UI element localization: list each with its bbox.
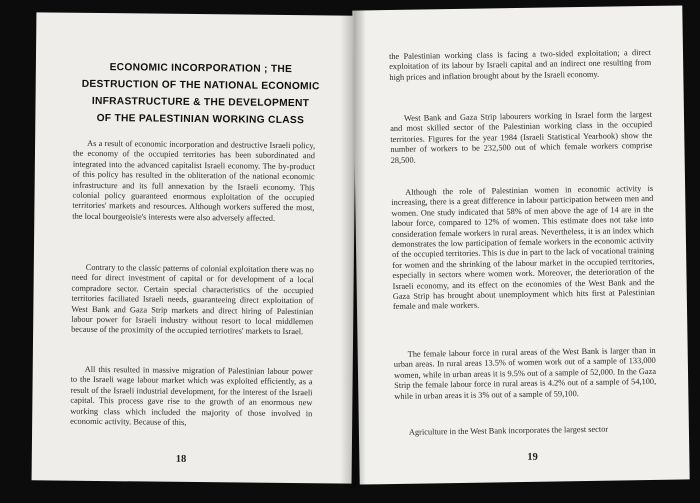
- book-spine-shadow: [340, 10, 366, 488]
- title-line: INFRASTRUCTURE & THE DEVELOPMENT: [91, 95, 310, 110]
- paragraph: the Palestinian working class is facing a two-sided exploitation; a direct exploitation of its labour by Israeli capital and an indirect one resulting from high prices and inflation brought about by the Israeli economy.: [388, 47, 652, 82]
- page-number: 19: [527, 451, 538, 463]
- title-line: ECONOMIC INCORPORATION ; THE: [109, 62, 293, 76]
- right-page: [352, 5, 689, 484]
- paragraph: All this resulted in massive migration of Palestinian labour power to the Israeli wage labour market which was exploited efficiently, as a result of the Israeli industrial development, for the interest of the Israeli capital. This process gave rise to the growth of an enormous new working class which included the majority of those involved in economic activity. Because of this,: [70, 364, 313, 427]
- paragraph: Although the role of Palestinian women in economic activity is increasing, there is a great difference in labour participation between men and women. One study indicated that 58% of men above the age of 14 are in the labour force, compared to 12% of women. This estimate does not take into consideration female workers in rural areas. Nevertheless, it is an index which demonstrates the low participation of female workers in the economic activity of the occupied territories. This is due in part to the lack of vocational training for women and the shrinking of the labour market in the occupied territories, especially in sectors where women work. Moreover, the deterioration of the Israeli economy, and its effect on the economies of the West Bank and the Gaza Strip has brought about unemployment which hits first at Palestinian female and male workers.: [391, 183, 655, 312]
- page-number: 18: [175, 453, 187, 465]
- left-page: [32, 12, 357, 483]
- paragraph: Contrary to the classic patterns of colonial exploitation there was no need for direct investment of capital or for development of a local compradore sector. Certain special characteristics of the occupied territories faciliated Israeli needs, guaranteeing direct exploitation of West Bank and Gaza Strip markets and direct hiring of Palestinian labour power for Israeli industry without resort to local middlemen because of the proximity of the occupied terriotires' markets to Israel.: [71, 262, 314, 337]
- paragraph: The female labour force in rural areas of the West Bank is larger than in urban areas. In rural areas 13.5% of women work out of a sample of 133,000 women, while in urban areas it is 9.5% out of a sample of 52,000. In the Gaza Strip the female labour force in rural areas is 4.2% out of a sample of 54,100, while in urban areas it is 3% out of a sample of 59,100.: [393, 345, 657, 401]
- title-line: DESTRUCTION OF THE NATIONAL ECONOMIC: [81, 78, 320, 93]
- title-line: OF THE PALESTINIAN WORKING CLASS: [96, 112, 305, 127]
- chapter-title: [65, 59, 336, 130]
- paragraph: As a result of economic incorporation and destructive Israeli policy, the economy of the occupied territories has been subordinated and integrated into the advanced capitalist Israeli economy. The by-product of this policy has resulted in the obliteration of the national economic infrastructure and its full annexation by the Israeli economy. This colonial policy guaranteed enormous exploitation of the occupied territories' markets and resources. Although workers suffered the most, the local bourgeoisie's interests were also adversely affected.: [72, 138, 316, 223]
- paragraph: West Bank and Gaza Strip labourers working in Israel form the largest and most skilled sector of the Palestinian working class in the occupied territories. Figures for the year 1984 (Israeli Statistical Yearbook) show the number of workers to be 232,500 out of which female workers comprise 28,500.: [390, 109, 653, 165]
- paragraph: Agriculture in the West Bank incorporates the largest sector: [408, 424, 609, 437]
